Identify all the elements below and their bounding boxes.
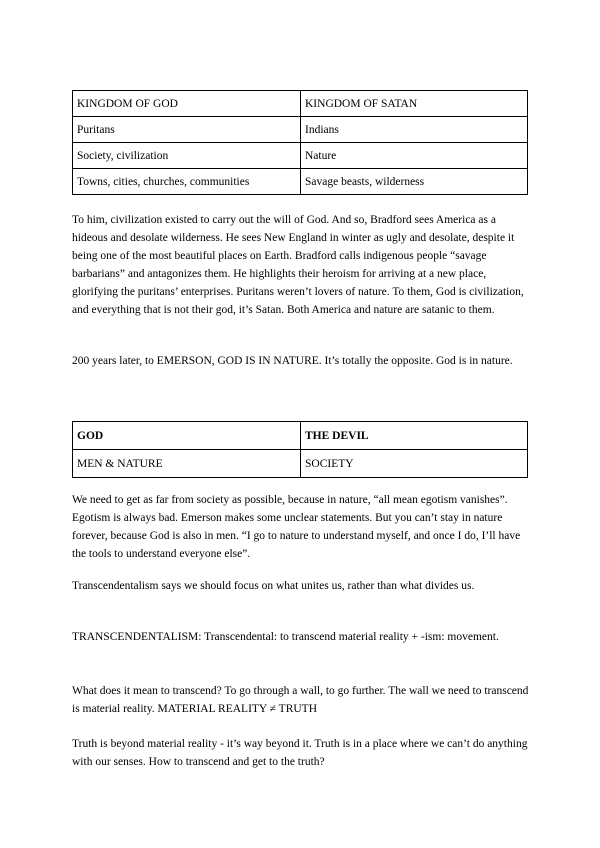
kingdoms-table	[72, 90, 528, 195]
table-cell: Nature	[301, 143, 528, 169]
table-cell: KINGDOM OF SATAN	[301, 91, 528, 117]
god-devil-table	[72, 421, 528, 478]
table-cell: Indians	[301, 117, 528, 143]
table-row	[73, 91, 528, 117]
table-row	[73, 169, 528, 195]
table-cell: Savage beasts, wilderness	[301, 169, 528, 195]
table-cell: KINGDOM OF GOD	[73, 91, 301, 117]
table-row	[73, 422, 528, 450]
table-row	[73, 117, 528, 143]
table-cell: THE DEVIL	[301, 422, 528, 450]
paragraph-definition: TRANSCENDENTALISM: Transcendental: to transcend material reality + -ism: movement.	[72, 631, 499, 643]
paragraph-transcend: What does it mean to transcend? To go through a wall, to go further. The wall we need to transcend is material reality. MATERIAL REALITY ≠ TRUTH	[72, 685, 529, 715]
paragraph-emerson: 200 years later, to EMERSON, GOD IS IN NATURE. It’s totally the opposite. God is in nature.	[72, 355, 513, 367]
table-cell: Puritans	[73, 117, 301, 143]
table-cell: Society, civilization	[73, 143, 301, 169]
table-cell: GOD	[73, 422, 301, 450]
paragraph-bradford: To him, civilization existed to carry out the will of God. And so, Bradford sees America as a hideous and desolate wilderness. He sees New England in winter as ugly and desolate, despite it being one of the most beautiful places on Earth. Bradford calls indigenous people “savage barbarians” and antagonizes them. He highlights their heroism for arriving at a new place, glorifying the puritans’ enterprises. Puritans weren’t lovers of nature. To them, God is civilization, and everything that is not their god, it’s Satan. Both America and nature are satanic to them.	[72, 214, 524, 316]
table-cell: MEN & NATURE	[73, 450, 301, 478]
table-row	[73, 143, 528, 169]
paragraph-transcendentalism: Transcendentalism says we should focus on what unites us, rather than what divides us.	[72, 580, 475, 592]
paragraph-society: We need to get as far from society as possible, because in nature, “all mean egotism vanishes”. Egotism is always bad. Emerson makes some unclear statements. But you can’t stay in nature forever, because God is also in men. “I go to nature to understand myself, and once I do, I’ll have the tools to understand everyone else”.	[72, 494, 521, 560]
paragraph-truth: Truth is beyond material reality - it’s way beyond it. Truth is in a place where we can’t do anything with our senses. How to transcend and get to the truth?	[72, 738, 528, 768]
table-cell: Towns, cities, churches, communities	[73, 169, 301, 195]
table-cell: SOCIETY	[301, 450, 528, 478]
table-row	[73, 450, 528, 478]
